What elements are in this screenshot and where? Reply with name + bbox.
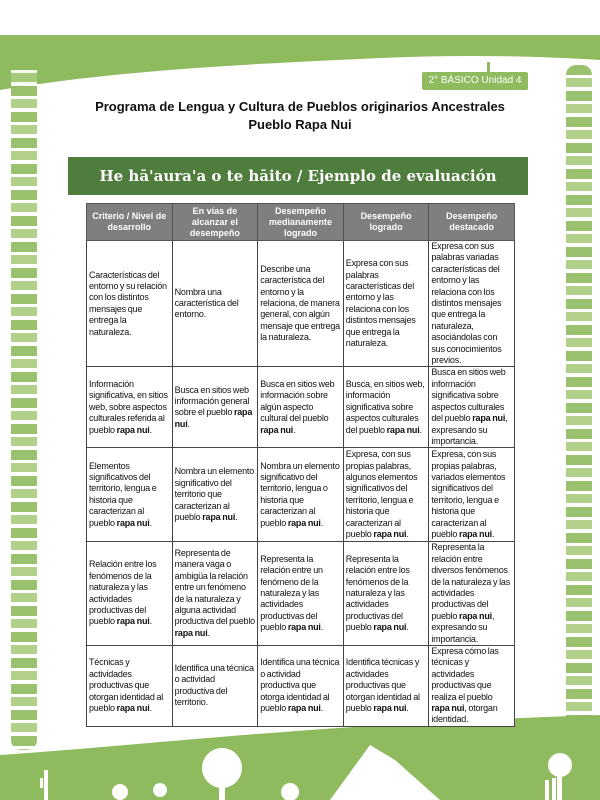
cell-text: Representa la relación entre diversos fenómenos de la naturaleza y las actividades productivas del pueblo [431,542,511,621]
cell-text: . [406,703,409,713]
section-banner: He hā'aura'a o te hāito / Ejemplo de evaluación [68,157,528,195]
column-header: En vías de alcanzar el desempeño [172,204,258,241]
criterion-cell [87,367,173,448]
cell-text: . [320,703,324,713]
cell-text: Expresa con sus palabras variadas características del entorno y las relaciona con los distintos mensajes que entrega la naturaleza, asociándolas con sus conocimientos previos. [431,241,502,366]
level-cell [429,367,515,448]
cell-text: . [149,703,152,713]
cell-text: Nombra un elemento significativo del territorio que caracterizan al pueblo [174,466,255,522]
cell-text: . [406,529,409,540]
cell-text: Representa la relación entre un fenómeno de la naturaleza y las actividades productivas del pueblo [260,553,323,633]
table-row [87,367,515,448]
emphasized-text: rapa nui [431,703,465,713]
level-cell [172,241,258,367]
cell-text: Identifica una técnica o actividad productiva que otorga identidad al pueblo [260,657,340,713]
emphasized-text: rapa nui [373,529,407,540]
level-cell [258,645,344,726]
cell-text: . [235,511,238,522]
cell-text: Expresa cómo las técnicas y actividades productivas que realiza el pueblo [431,645,499,702]
cell-text: Busca en sitios web información significativa sobre aspectos culturales del pueblo [431,367,506,424]
program-heading [0,98,600,134]
emphasized-text: rapa nui [116,616,150,627]
cell-text: Describe una característica del entorno y la relaciona, de manera general, con algún mensaje que entrega la naturaleza. [260,263,340,343]
cell-text: Representa la relación entre los fenómenos de la naturaleza y las actividades productivas del pueblo [345,553,410,633]
cell-text: Información significativa, en sitios web, sobre aspectos culturales referida al pueblo [89,378,168,435]
emphasized-text: rapa nui [287,622,321,633]
cell-text: , expresando su importancia. [431,413,508,446]
emphasized-text: rapa nui [287,703,321,713]
cell-text: . [187,418,190,429]
level-cell [343,645,429,726]
column-header: Desempeño medianamente logrado [258,204,344,241]
emphasized-text: rapa nui [116,703,150,713]
program-title: Programa de Lengua y Cultura de Pueblos originarios Ancestrales [95,99,505,114]
emphasized-text: rapa nui [459,529,492,540]
criterion-cell [87,448,173,542]
criterion-cell [87,241,173,367]
emphasized-text: rapa nui [260,424,294,435]
level-cell [429,448,515,542]
cell-text: . [293,424,296,435]
cell-text: Identifica técnicas y actividades productivas que otorgan identidad al pueblo [345,657,420,713]
program-subtitle: Pueblo Rapa Nui [248,117,352,132]
table-row [87,241,515,367]
cell-text: Elementos significativos del territorio, lengua e historia que caracterizan al pueblo [89,460,157,528]
table-row [87,542,515,646]
cell-text: . [320,622,324,633]
badge-connector [487,62,490,72]
emphasized-text: rapa nui [459,610,492,621]
level-cell [172,645,258,726]
table-header-row [87,204,515,241]
cell-text: Expresa, con sus propias palabras, algunos elementos significativos del territorio, lengua e historia que caracterizan al pueblo [345,449,418,540]
emphasized-text: rapa nui [472,413,506,424]
cell-text: Representa de manera vaga o ambigüa la relación entre un fenómeno de la naturaleza y alguna actividad productiva del pueblo [174,548,255,627]
column-header: Desempeño destacado [429,204,515,241]
emphasized-text: rapa nui [174,627,208,638]
emphasized-text: rapa nui [174,407,253,429]
cell-text: . [149,616,152,627]
evaluation-rubric-table [86,203,515,727]
level-cell [258,367,344,448]
left-ornament-border [11,60,37,750]
level-cell [172,542,258,646]
level-cell [343,448,429,542]
level-cell [343,367,429,448]
cell-text: . [491,529,495,540]
cell-text: . [207,627,210,638]
level-cell [429,542,515,646]
cell-text: Relación entre los fenómenos de la naturaleza y las actividades productivas del pueblo [89,559,157,627]
criterion-cell [87,542,173,646]
table-row [87,645,515,726]
cell-text: Nombra un elemento significativo del territorio, lengua o historia que caracterizan al pueblo [260,460,340,528]
cell-text: . [149,517,152,528]
cell-text: . [419,424,422,435]
level-cell [343,241,429,367]
column-header: Desempeño logrado [343,204,429,241]
cell-text: Busca, en sitios web, información significativa sobre aspectos culturales del pueblo [345,378,425,435]
emphasized-text: rapa nui [116,424,150,435]
level-cell [172,448,258,542]
level-cell [258,542,344,646]
cell-text: Expresa, con sus propias palabras, variados elementos significativos del territorio, lengua e historia que caracterizan al pueblo [431,449,506,540]
column-header: Criterio / Nivel de desarrollo [87,204,173,241]
cell-text: Expresa con sus palabras características del entorno y las relaciona con los distintos mensajes que entrega la naturaleza. [345,258,416,348]
emphasized-text: rapa nui [202,511,236,522]
cell-text: . [149,424,152,435]
emphasized-text: rapa nui [116,517,150,528]
cell-text: . [406,622,409,633]
cell-text: Características del entorno y su relación con los distintos mensajes que entrega la naturaleza. [89,269,167,337]
level-cell [258,241,344,367]
cell-text: Técnicas y actividades productivas que otorgan identidad al pueblo [89,657,164,713]
cell-text: , expresando su importancia. [431,610,495,644]
cell-text: Busca en sitios web información general sobre el pueblo [174,384,250,418]
cell-text: Nombra una característica del entorno. [174,286,239,320]
cell-text: Identifica una técnica o actividad productiva del territorio. [174,663,254,708]
cell-text: . [320,517,324,528]
grade-unit-badge: 2° BÁSICO Unidad 4 [422,72,528,90]
table-row [87,448,515,542]
emphasized-text: rapa nui [373,703,407,713]
cell-text: , otorgan identidad. [431,703,498,725]
level-cell [172,367,258,448]
level-cell [429,645,515,726]
criterion-cell [87,645,173,726]
cell-text: Busca en sitios web información sobre algún aspecto cultural del pueblo [260,378,335,424]
level-cell [258,448,344,542]
emphasized-text: rapa nui [386,424,420,435]
level-cell [429,241,515,367]
emphasized-text: rapa nui [373,622,407,633]
emphasized-text: rapa nui [287,517,321,528]
right-ornament-border [566,65,592,735]
level-cell [343,542,429,646]
